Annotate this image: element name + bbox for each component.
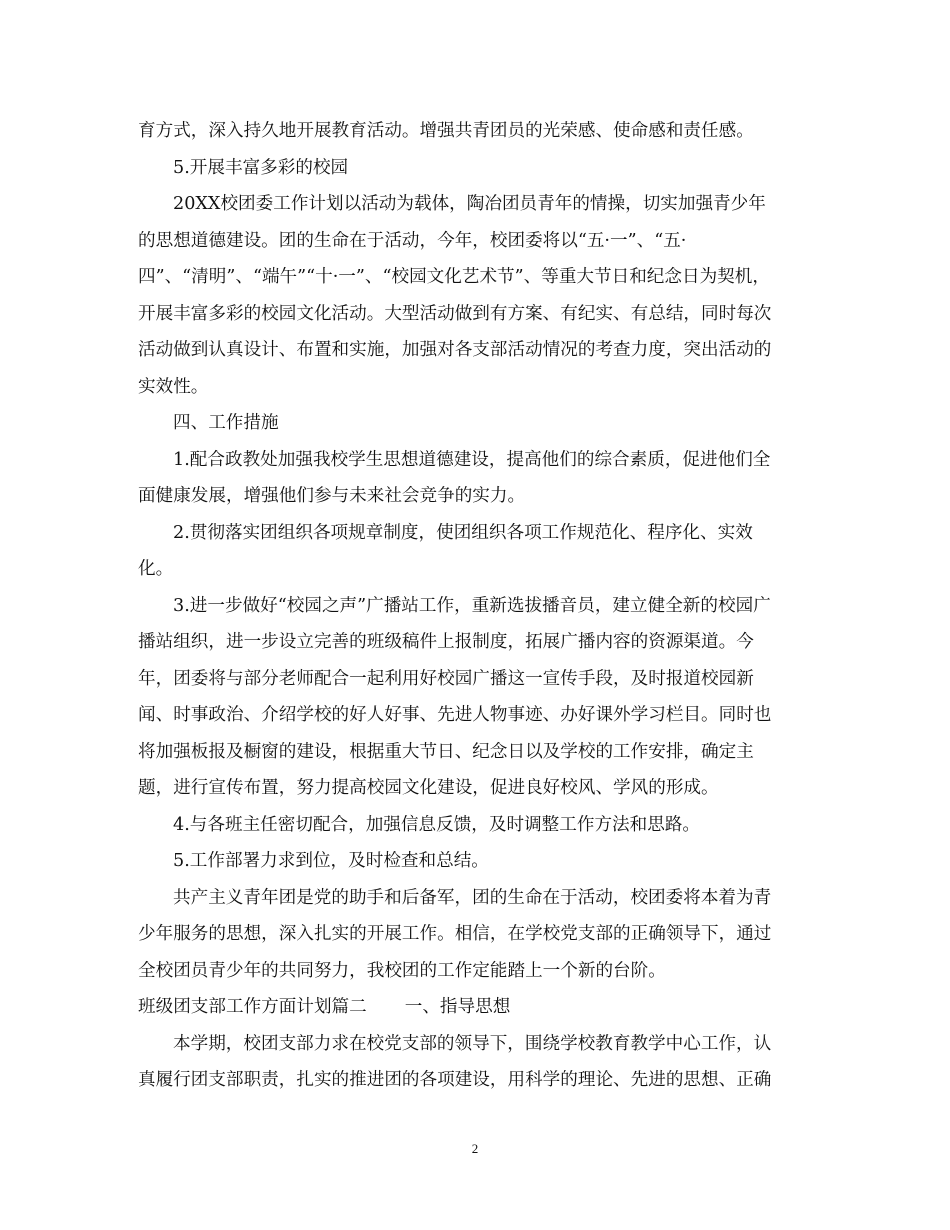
text-line: 少年服务的思想，深入扎实的开展工作。相信，在学校党支部的正确领导下，通过	[138, 924, 772, 944]
text-line: 共产主义青年团是党的助手和后备军，团的生命在于活动，校团委将本着为青	[173, 887, 772, 908]
text-line: 将加强板报及橱窗的建设，根据重大节日、纪念日以及学校的工作安排，确定主	[138, 741, 754, 762]
text-line: 实效性。	[138, 376, 209, 397]
text-line: 化。	[138, 559, 174, 579]
section-heading-work-measures: 四、工作措施	[173, 413, 279, 433]
text-line: 本学期，校团支部力求在校党支部的领导下，围绕学校教育教学中心工作，认	[173, 1033, 772, 1054]
text-line: 5.工作部署力求到位，及时检查和总结。	[173, 851, 489, 871]
section-title: 班级团支部工作方面计划篇二	[138, 997, 367, 1017]
text-line: 题，进行宣传布置，努力提高校园文化建设，促进良好校风、学风的形成。	[138, 778, 719, 798]
page-number: 2	[471, 1141, 479, 1156]
text-line: 的思想道德建设。团的生命在于活动，今年，校团委将以“五·一”、“五·	[138, 230, 687, 251]
text-line: 全校团员青少年的共同努力，我校团的工作定能踏上一个新的台阶。	[138, 960, 666, 981]
text-line: 20XX校团委工作计划以活动为载体，陶冶团员青年的情操，切实加强青少年	[173, 194, 766, 214]
text-line: 播站组织，进一步设立完善的班级稿件上报制度，拓展广播内容的资源渠道。今	[138, 632, 754, 652]
text-line: 开展丰富多彩的校园文化活动。大型活动做到有方案、有纪实、有总结，同时每次	[138, 303, 772, 324]
text-line: 1.配合政教处加强我校学生思想道德建设，提高他们的综合素质，促进他们全	[173, 449, 771, 470]
text-line: 5.开展丰富多彩的校园	[173, 157, 349, 178]
text-line: 4.与各班主任密切配合，加强信息反馈，及时调整工作方法和思路。	[173, 814, 701, 835]
section-subtitle: 一、指导思想	[404, 997, 511, 1017]
document-body	[138, 113, 820, 1099]
text-line: 年，团委将与部分老师配合一起利用好校园广播这一宣传手段，及时报道校园新	[138, 668, 754, 689]
text-line: 面健康发展，增强他们参与未来社会竞争的实力。	[138, 486, 526, 506]
text-line: 真履行团支部职责，扎实的推进团的各项建设，用科学的理论、先进的思想、正确	[138, 1070, 772, 1090]
text-line: 2.贯彻落实团组织各项规章制度，使团组织各项工作规范化、程序化、实效	[173, 522, 753, 543]
text-line: 活动做到认真设计、布置和实施，加强对各支部活动情况的考查力度，突出活动的	[138, 340, 772, 360]
text-line: 育方式，深入持久地开展教育活动。增强共青团员的光荣感、使命感和责任感。	[138, 121, 754, 141]
text-line: 3.进一步做好“校园之声”广播站工作，重新选拔播音员，建立健全新的校园广	[173, 595, 771, 616]
text-line: 四”、“清明”、“端午”“十·一”、“校园文化艺术节”、等重大节日和纪念日为契机，	[138, 267, 770, 287]
text-line: 闻、时事政治、介绍学校的好人好事、先进人物事迹、办好课外学习栏目。同时也	[138, 705, 772, 725]
section-heading	[138, 989, 820, 1026]
